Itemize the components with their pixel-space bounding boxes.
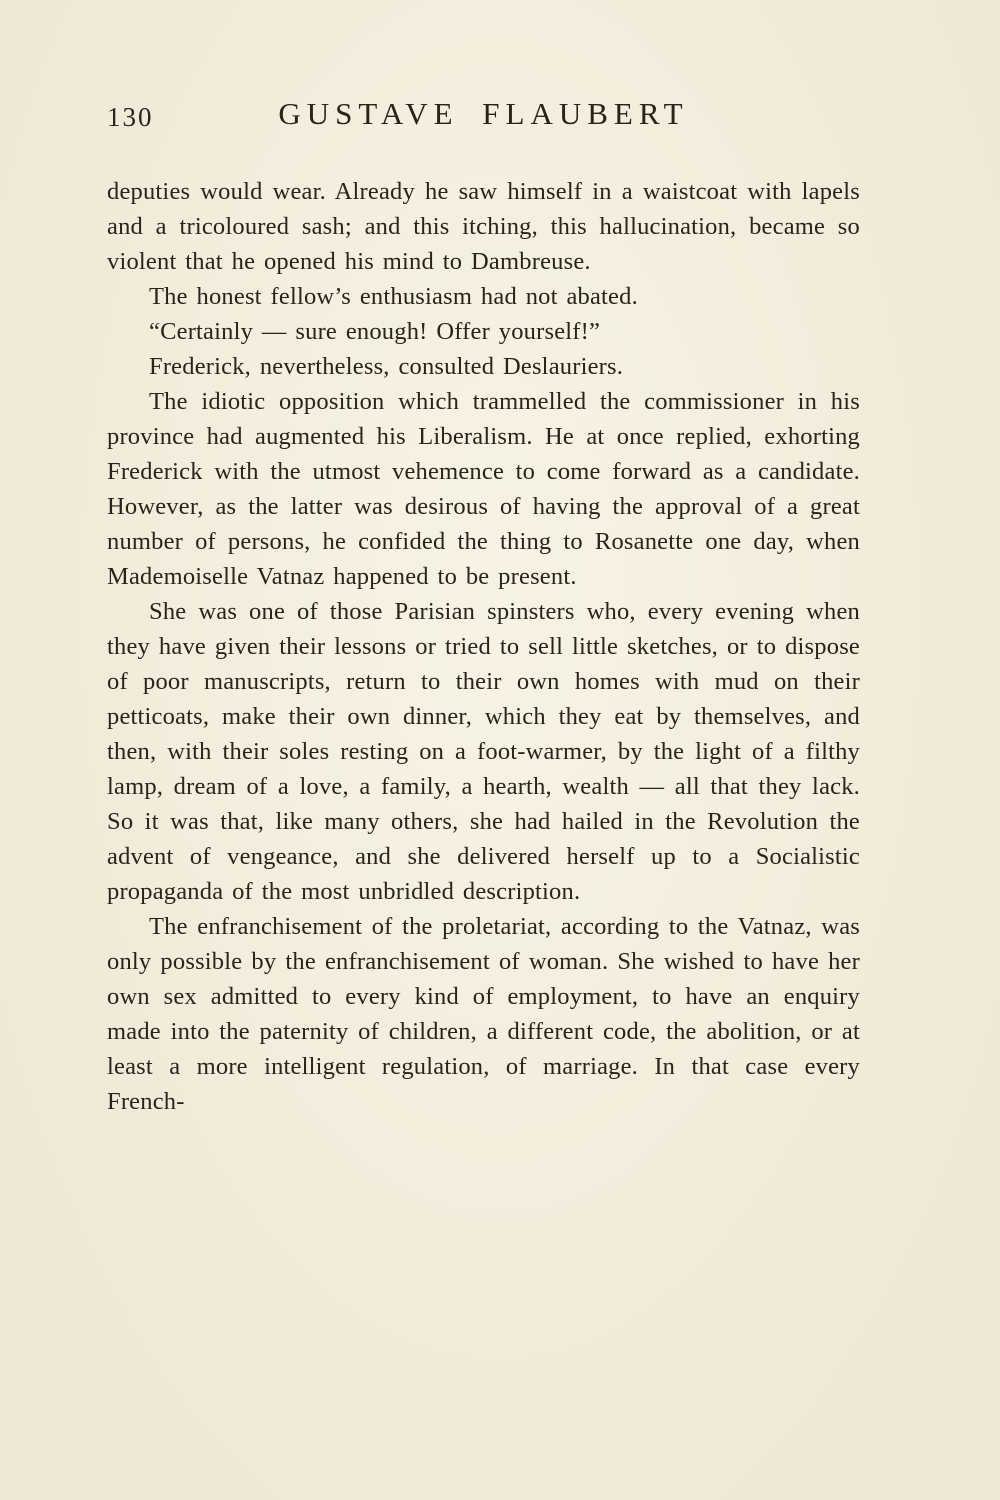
paragraph: The enfranchisement of the proletariat, according to the Vatnaz, was only possible by the enfranchisement of woman. She wished to have her own sex admitted to every kind of employment, to have an enquiry made into the paternity of children, a different code, the abolition, or at least a more intelligent regulation, of marriage. In that case every French- bbox=[107, 913, 860, 1115]
page-header bbox=[107, 96, 860, 142]
paragraph: The honest fellow’s enthusiasm had not abated. bbox=[149, 283, 638, 310]
paragraph-dialogue: “Certainly — sure enough! Offer yourself!” bbox=[149, 318, 601, 345]
paragraph: She was one of those Parisian spinsters who, every evening when they have given their lessons or tried to sell little sketches, or to dispose of poor manuscripts, return to their own homes with mud on their petticoats, make their own dinner, which they eat by themselves, and then, with their soles resting on a foot-warmer, by the light of a filthy lamp, dream of a love, a family, a hearth, wealth — all that they lack. So it was that, like many others, she had hailed in the Revolution the advent of vengeance, and she delivered herself up to a Socialistic propaganda of the most unbridled description. bbox=[107, 598, 860, 905]
page-body bbox=[107, 174, 860, 1119]
running-title: GUSTAVE FLAUBERT bbox=[278, 96, 689, 131]
paragraph: The idiotic opposition which trammelled the commissioner in his province had augmented his Liberalism. He at once replied, exhorting Frederick with the utmost vehemence to come forward as a candidate. However, as the latter was desirous of having the approval of a great number of persons, he confided the thing to Rosanette one day, when Mademoiselle Vatnaz happened to be present. bbox=[107, 388, 860, 590]
paragraph-continuation: deputies would wear. Already he saw himself in a waistcoat with lapels and a tricoloured sash; and this itching, this hallucination, became so violent that he opened his mind to Dambreuse. bbox=[107, 178, 860, 275]
page-number: 130 bbox=[107, 102, 154, 132]
paragraph: Frederick, nevertheless, consulted Deslauriers. bbox=[149, 353, 624, 380]
